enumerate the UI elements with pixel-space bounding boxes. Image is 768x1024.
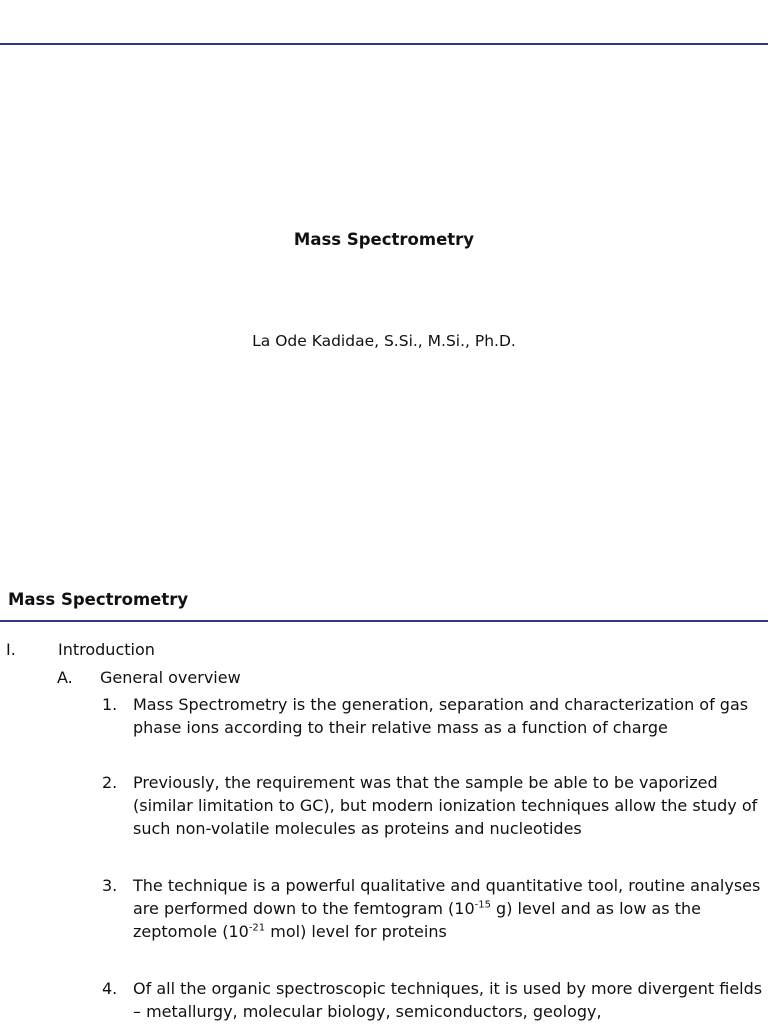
list-item-text: Previously, the requirement was that the sample be able to be vaporized (similar limitation to GC), but modern ionization techniques allow the study of such non-volatile molecules as proteins and nucleotides bbox=[133, 773, 758, 838]
exponent-femtogram: -15 bbox=[474, 899, 491, 911]
list-item-number: 2. bbox=[102, 773, 118, 792]
outline-level1-marker: I. bbox=[6, 640, 16, 659]
author-line: La Ode Kadidae, S.Si., M.Si., Ph.D. bbox=[252, 332, 516, 350]
list-item-number: 1. bbox=[102, 695, 118, 714]
section-heading: Mass Spectrometry bbox=[8, 590, 189, 609]
outline-level1-text: Introduction bbox=[58, 640, 155, 659]
list-item-text bbox=[133, 874, 763, 943]
list-item-text: Of all the organic spectroscopic techniques, it is used by more divergent fields – metallurgy, molecular biology, semiconductors, geology, bbox=[133, 979, 763, 1021]
outline-level2-text: General overview bbox=[100, 668, 241, 687]
list-item-text: Mass Spectrometry is the generation, separation and characterization of gas phase ions according to their relative mass as a function of charge bbox=[133, 695, 749, 737]
list-item-number: 3. bbox=[102, 876, 118, 895]
exponent-zeptomole: -21 bbox=[248, 922, 266, 934]
text-segment: g) level and as low as the zeptomole (10 bbox=[133, 899, 701, 941]
document-title: Mass Spectrometry bbox=[293, 230, 475, 249]
text-segment: The technique is a powerful qualitative and quantitative tool, routine analyses are performed down to the femtogram (10 bbox=[133, 876, 761, 918]
outline-level2-marker: A. bbox=[57, 668, 73, 687]
text-segment: mol) level for proteins bbox=[265, 922, 447, 941]
top-divider bbox=[0, 43, 768, 45]
list-item-number: 4. bbox=[102, 979, 118, 998]
section-divider bbox=[0, 620, 768, 622]
